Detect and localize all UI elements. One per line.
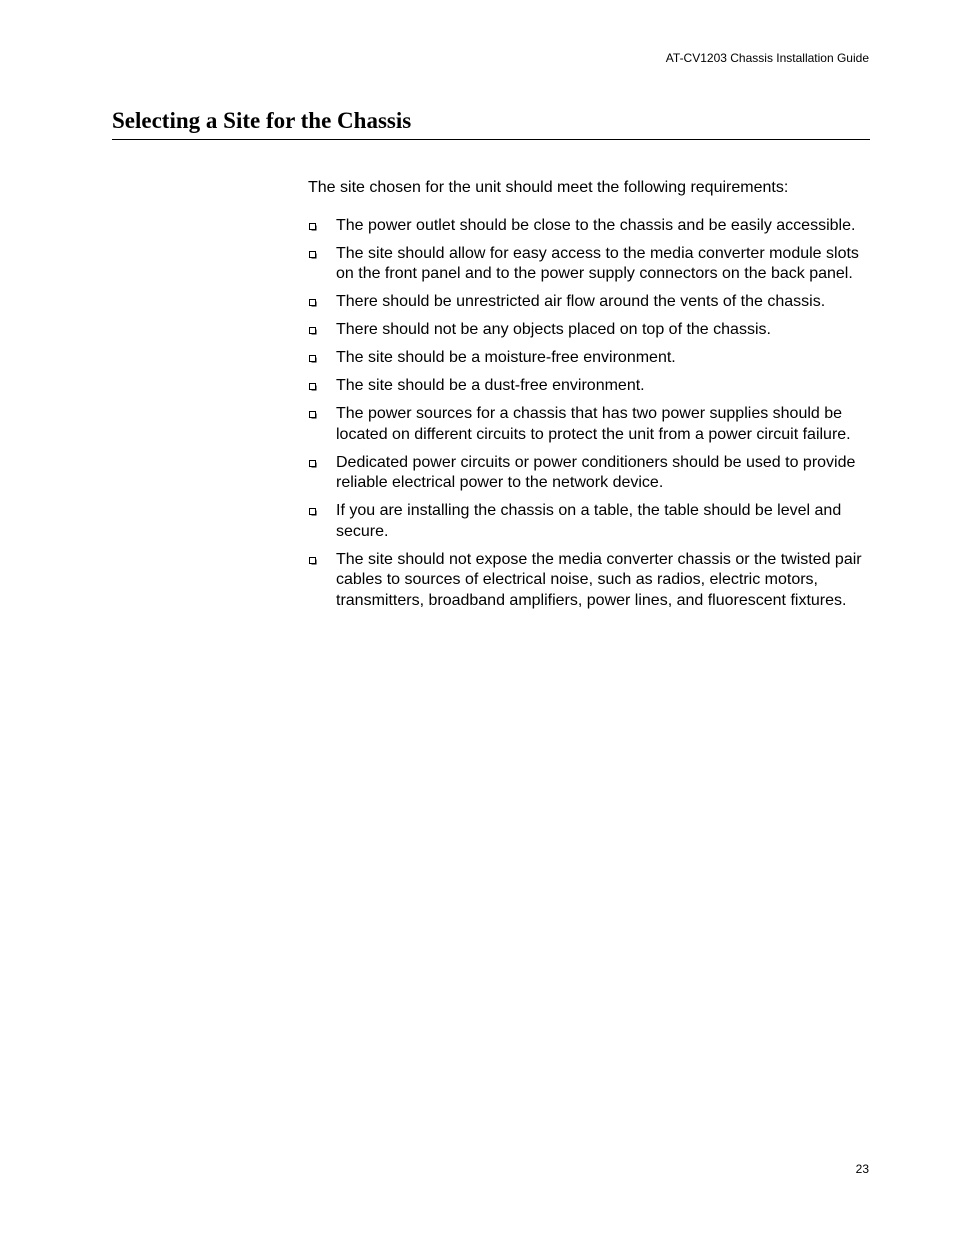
list-item-text: The site should allow for easy access to the media converter module slots on the front panel and to the power supply connectors on the back panel.: [336, 244, 859, 282]
list-item: [308, 376, 870, 397]
list-item-text: The power outlet should be close to the chassis and be easily accessible.: [336, 216, 856, 234]
hollow-square-bullet-icon: [309, 299, 317, 307]
list-item: [308, 244, 870, 285]
list-item-text: Dedicated power circuits or power conditioners should be used to provide reliable electrical power to the network device.: [336, 453, 856, 491]
hollow-square-bullet-icon: [309, 508, 317, 516]
list-item-text: There should be unrestricted air flow around the vents of the chassis.: [336, 293, 826, 310]
hollow-square-bullet-icon: [309, 327, 317, 335]
list-item: [308, 550, 870, 612]
list-item-text: The site should be a moisture-free environment.: [336, 349, 676, 366]
hollow-square-bullet-icon: [309, 355, 317, 363]
hollow-square-bullet-icon: [309, 383, 317, 391]
hollow-square-bullet-icon: [309, 460, 317, 468]
requirements-list: [308, 216, 870, 612]
hollow-square-bullet-icon: [309, 411, 317, 419]
list-item: [308, 348, 870, 369]
list-item-text: If you are installing the chassis on a table, the table should be level and secure.: [336, 502, 842, 540]
running-header: AT-CV1203 Chassis Installation Guide: [665, 51, 869, 65]
hollow-square-bullet-icon: [309, 557, 317, 565]
list-item: [308, 453, 870, 494]
list-item: [308, 320, 870, 341]
page-number: 23: [855, 1162, 869, 1176]
list-item-text: The power sources for a chassis that has two power supplies should be located on different circuits to protect the unit from a power circuit failure.: [336, 405, 851, 443]
list-item: [308, 216, 870, 237]
body-column: [308, 178, 870, 619]
list-item-text: There should not be any objects placed on top of the chassis.: [336, 321, 771, 338]
list-item: [308, 501, 870, 542]
list-item: [308, 292, 870, 313]
section-heading: Selecting a Site for the Chassis: [112, 108, 412, 133]
intro-paragraph: The site chosen for the unit should meet the following requirements:: [308, 179, 789, 196]
hollow-square-bullet-icon: [309, 223, 317, 231]
list-item: [308, 404, 870, 445]
list-item-text: The site should be a dust-free environment.: [336, 377, 645, 394]
heading-rule: [112, 139, 870, 140]
list-item-text: The site should not expose the media converter chassis or the twisted pair cables to sources of electrical noise, such as radios, electric motors, transmitters, broadband amplifiers, power lines, and fluorescent fixtures.: [336, 550, 862, 609]
hollow-square-bullet-icon: [309, 251, 317, 259]
